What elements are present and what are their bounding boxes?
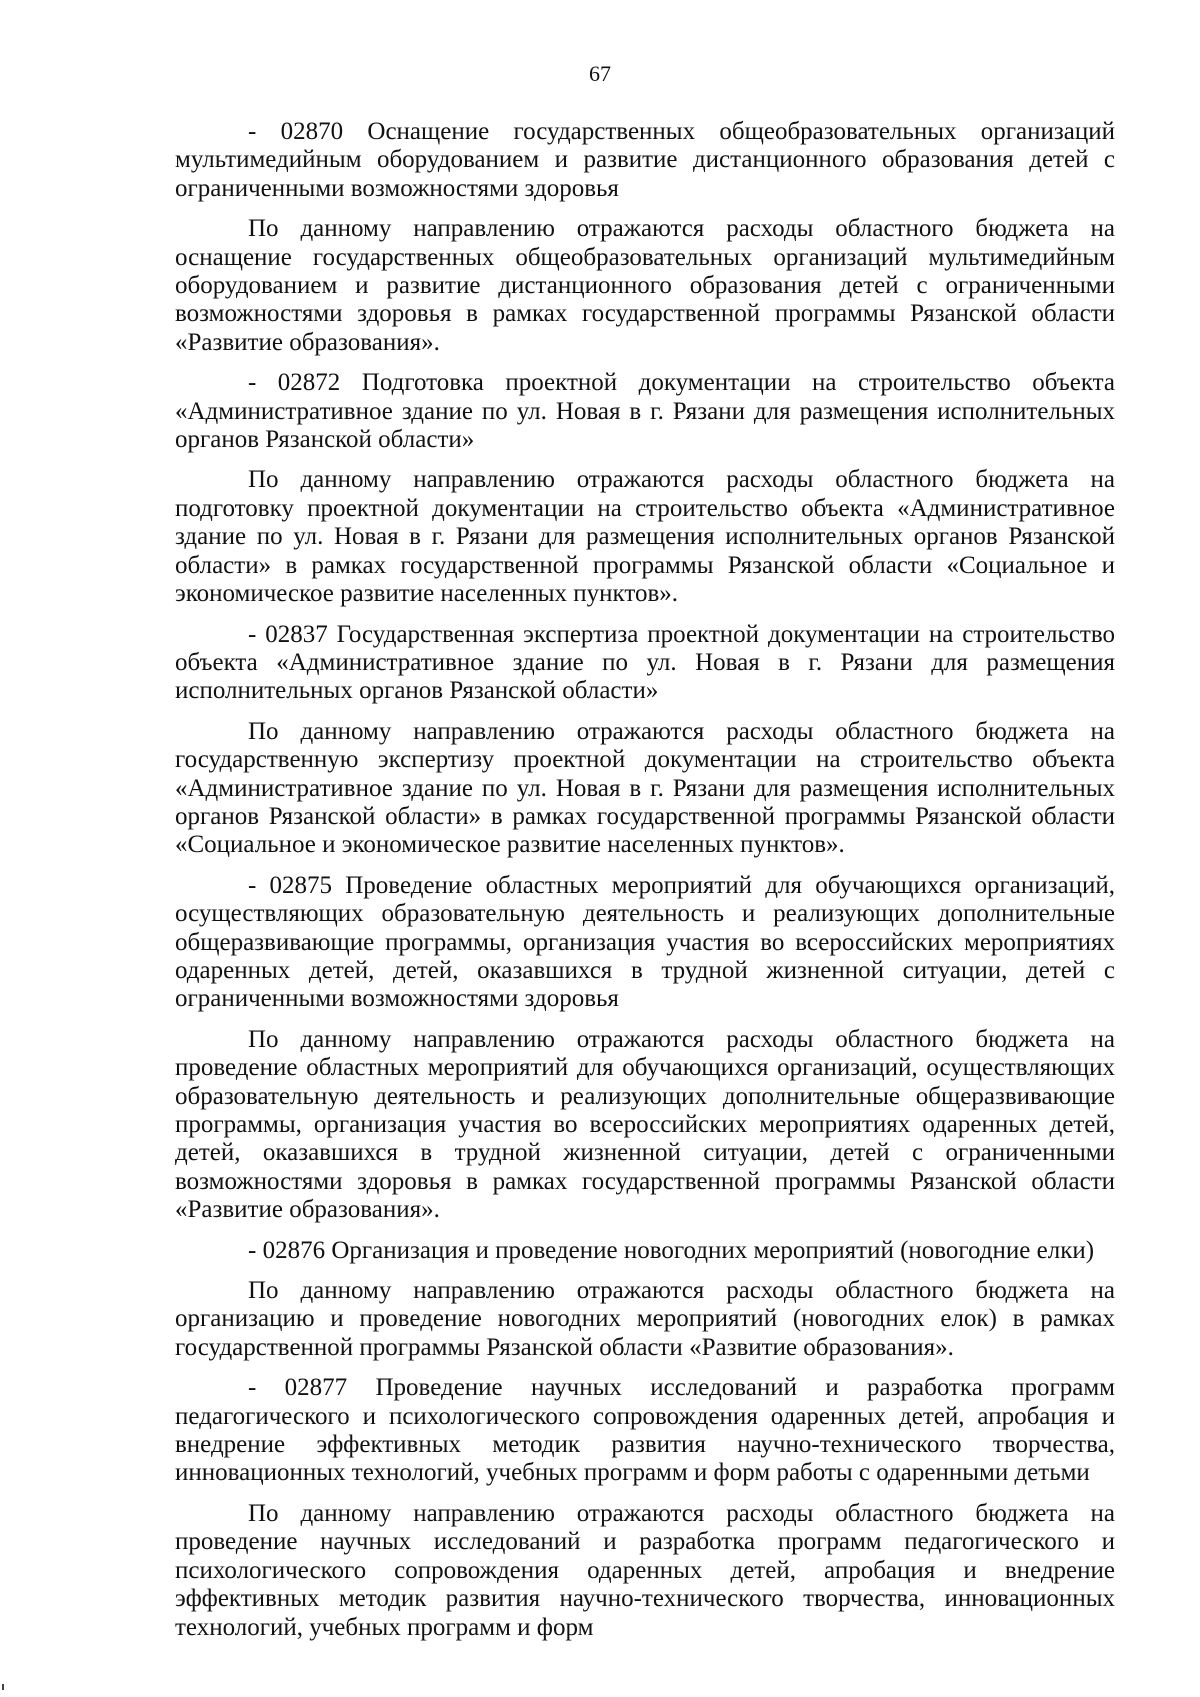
item-description-02872: По данному направлению отражаются расходы областного бюджета на подготовку проектной документации на строительство объекта «Административное здание по ул. Новая в г. Рязани для размещения исполнительных органов Рязанской области» в рамках государственной программы Рязанской области «Социальное и экономическое развитие населенных пунктов». <box>175 466 1115 608</box>
page-number: 67 <box>589 61 611 86</box>
item-description-02877: По данному направлению отражаются расходы областного бюджета на проведение научных исследований и разработка программ педагогического и психологического сопровождения одаренных детей, апробация и внедрение эффективных методик развития научно-технического творчества, инновационных технологий, учебных программ и форм <box>175 1499 1115 1641</box>
item-heading-02872: - 02872 Подготовка проектной документации на строительство объекта «Административное здание по ул. Новая в г. Рязани для размещения исполнительных органов Рязанской области» <box>175 369 1115 454</box>
item-heading-02837: - 02837 Государственная экспертиза проектной документации на строительство объекта «Административное здание по ул. Новая в г. Рязани для размещения исполнительных органов Рязанской области» <box>175 620 1115 705</box>
item-description-02876: По данному направлению отражаются расходы областного бюджета на организацию и проведение новогодних мероприятий (новогодних елок) в рамках государственной программы Рязанской области «Развитие образования». <box>175 1277 1115 1361</box>
item-description-02875: По данному направлению отражаются расходы областного бюджета на проведение областных мероприятий для обучающихся организаций, осуществляющих образовательную деятельность и реализующих дополнительные общеразвивающие программы, организация участия во всероссийских мероприятиях одаренных детей, детей, оказавшихся в трудной жизненной ситуации, детей с ограниченными возможностями здоровья в рамках государственной программы Рязанской области «Развитие образования». <box>175 1025 1115 1224</box>
item-heading-02875: - 02875 Проведение областных мероприятий для обучающихся организаций, осуществляющих образовательную деятельность и реализующих дополнительные общеразвивающие программы, организация участия во всероссийских мероприятиях одаренных детей, детей, оказавшихся в трудной жизненной ситуации, детей с ограниченными возможностями здоровья <box>175 871 1115 1013</box>
item-heading-02877: - 02877 Проведение научных исследований и разработка программ педагогического и психологического сопровождения одаренных детей, апробация и внедрение эффективных методик развития научно-технического творчества, инновационных технологий, учебных программ и форм работы с одаренными детьми <box>175 1374 1115 1487</box>
item-description-02870: По данному направлению отражаются расходы областного бюджета на оснащение государственных общеобразовательных организаций мультимедийным оборудованием и развитие дистанционного образования детей с ограниченными возможностями здоровья в рамках государственной программы Рязанской области «Развитие образования». <box>175 215 1115 356</box>
item-heading-02870: - 02870 Оснащение государственных общеобразовательных организаций мультимедийным оборудованием и развитие дистанционного образования детей с ограниченными возможностями здоровья <box>175 118 1115 202</box>
item-heading-02876: - 02876 Организация и проведение новогодних мероприятий (новогодние елки) <box>248 1236 1095 1264</box>
document-body <box>175 118 1115 1654</box>
scan-mark <box>2 1684 4 1690</box>
item-description-02837: По данному направлению отражаются расходы областного бюджета на государственную экспертизу проектной документации на строительство объекта «Административное здание по ул. Новая в г. Рязани для размещения исполнительных органов Рязанской области» в рамках государственной программы Рязанской области «Социальное и экономическое развитие населенных пунктов». <box>175 717 1115 859</box>
